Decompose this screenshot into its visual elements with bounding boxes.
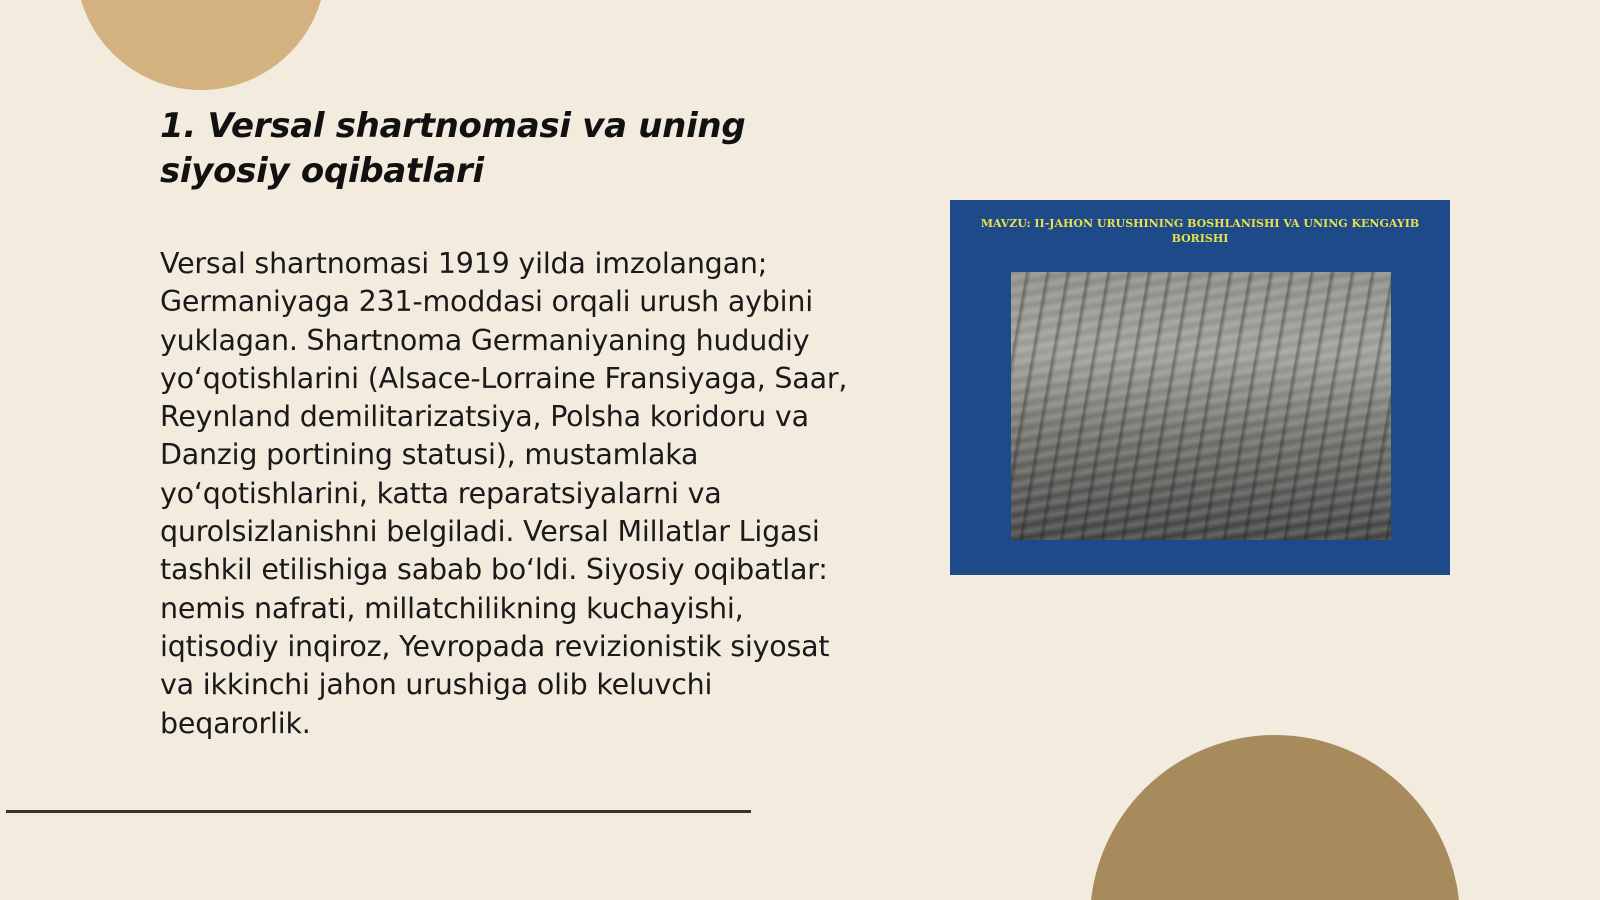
slide-image [950,200,1450,575]
image-caption: MAVZU: II-JAHON URUSHINING BOSHLANISHI VA UNING KENGAYIB BORISHI [980,217,1420,245]
decorative-circle-bottom [1090,735,1460,900]
slide-body-text: Versal shartnomasi 1919 yilda imzolangan; Germaniyaga 231-moddasi orqali urush aybini yuklagan. Shartnoma Germaniyaning hududiy yo‘qotishlarini (Alsace-Lorraine Fransiyaga, Saar, Reynland demilitarizatsiya, Polsha koridoru va Danzig portining statusi), mustamlaka yo‘qotishlarini, katta reparatsiyalarni va qurolsizlanishni belgiladi. Versal Millatlar Ligasi tashkil etilishiga sabab bo‘ldi. Siyosiy oqibatlar: nemis nafrati, millatchilikning kuchayishi, iqtisodiy inqiroz, Yevropada revizionistik siyosat va ikkinchi jahon urushiga olib keluvchi beqarorlik. [160,247,848,740]
marching-soldiers-photo [1011,272,1391,540]
slide-title: 1. Versal shartnomasi va uning siyosiy oqibatlari [160,106,746,191]
divider-line [6,810,751,813]
decorative-circle-top [76,0,326,90]
